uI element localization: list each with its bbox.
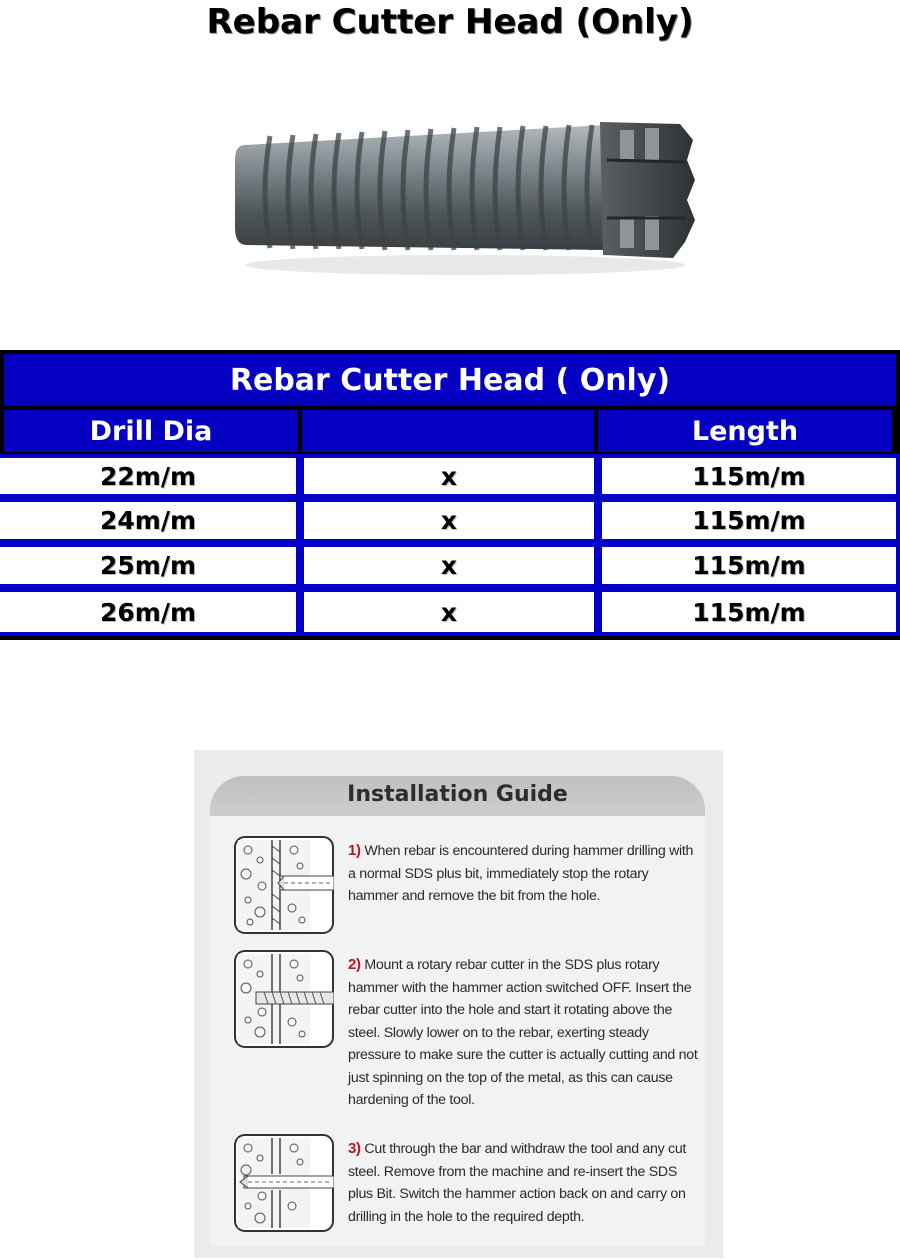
- cell-separator: x: [300, 543, 598, 588]
- table-row: [0, 454, 900, 498]
- step-1-number: 1): [348, 842, 361, 859]
- guide-title: Installation Guide: [347, 782, 568, 807]
- page-title: Rebar Cutter Head (Only): [206, 2, 694, 42]
- cell-drill-dia: 22m/m: [0, 454, 300, 498]
- table-row: [0, 498, 900, 543]
- cell-separator: x: [300, 588, 598, 636]
- cell-separator: x: [300, 498, 598, 543]
- cell-length: 115m/m: [598, 498, 900, 543]
- header-drill-dia: Drill Dia: [4, 410, 298, 452]
- step-1-body: When rebar is encountered during hammer drilling with a normal SDS plus bit, immediately stop the rotary hammer and remove the bit from the hole.: [348, 843, 694, 904]
- cell-drill-dia: 24m/m: [0, 498, 300, 543]
- step-3-body: Cut through the bar and withdraw the tool and any cut steel. Remove from the machine and re-insert the SDS plus Bit. Switch the hammer action back on and carry on drilling in the hole to the required depth.: [348, 1141, 687, 1225]
- header-blank: [302, 410, 594, 452]
- header-length: Length: [598, 410, 892, 452]
- step-2-text: [348, 954, 698, 1112]
- cell-length: 115m/m: [598, 588, 900, 636]
- installation-guide: [194, 750, 723, 1258]
- cell-separator: x: [300, 454, 598, 498]
- step-3-number: 3): [348, 1140, 361, 1157]
- step-3-text: [348, 1138, 698, 1228]
- step-2-body: Mount a rotary rebar cutter in the SDS plus rotary hammer with the hammer action switched OFF. Insert the rebar cutter into the hole and start it rotating above the steel. Slowly lower on to the rebar, exerting steady pressure to make sure the cutter is actually cutting and not just spinning on the top of the metal, as this can cause hardening of the tool.: [348, 957, 698, 1108]
- step-2-illustration-icon: [234, 950, 334, 1048]
- table-title: Rebar Cutter Head ( Only): [4, 354, 896, 406]
- step-3-illustration-icon: [234, 1134, 334, 1232]
- cell-length: 115m/m: [598, 454, 900, 498]
- step-1-text: [348, 840, 698, 908]
- cell-length: 115m/m: [598, 543, 900, 588]
- step-2-number: 2): [348, 956, 361, 973]
- table-row: [0, 543, 900, 588]
- rebar-cutter-photo: [225, 100, 705, 290]
- spec-table: [0, 350, 900, 640]
- cell-drill-dia: 26m/m: [0, 588, 300, 636]
- table-row: [0, 588, 900, 636]
- cell-drill-dia: 25m/m: [0, 543, 300, 588]
- step-1-illustration-icon: [234, 836, 334, 934]
